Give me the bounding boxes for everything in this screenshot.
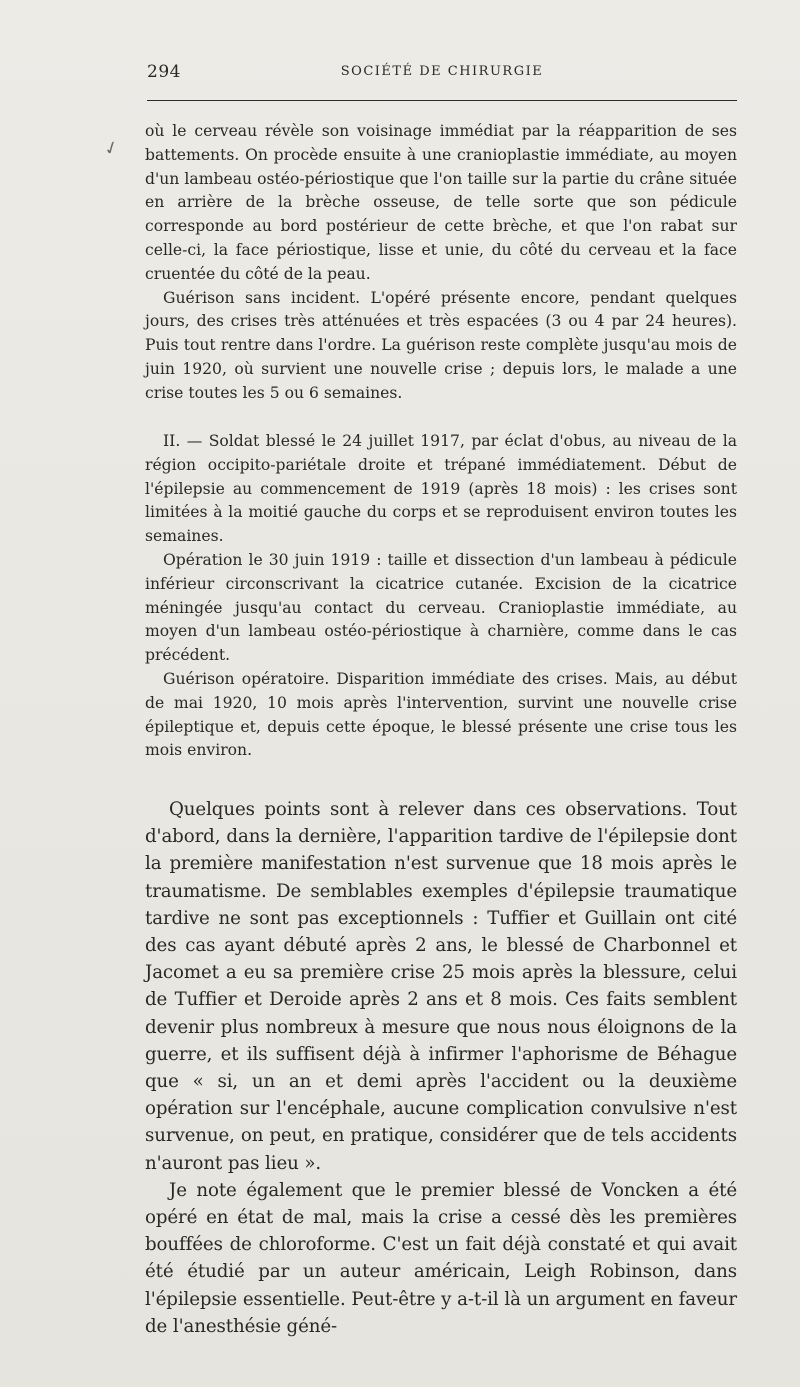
running-head: SOCIÉTÉ DE CHIRURGIE <box>340 64 544 79</box>
paragraph: Je note également que le premier blessé de Voncken a été opéré en état de mal, mais la crise a cessé dès les premières bouffées de chloroforme. C'est un fait déjà constaté et qui avait été étudié par un auteur américain, Leigh Robinson, dans l'épilepsie essentielle. Peut-être y a-t-il là un argument en faveur de l'anesthésie géné- <box>145 1179 737 1337</box>
page-header <box>147 62 737 86</box>
paragraph: Opération le 30 juin 1919 : taille et dissection d'un lambeau à pédicule inférieur circonscrivant la cicatrice cutanée. Excision de la cicatrice méningée jusqu'au contact du cerveau. Cranioplastie immédiate, au moyen d'un lambeau ostéo-périostique à charnière, comme dans le cas précédent. <box>145 550 737 665</box>
paragraph: Guérison sans incident. L'opéré présente encore, pendant quelques jours, des crises très atténuées et très espacées (3 ou 4 par 24 heures). Puis tout rentre dans l'ordre. La guérison reste complète jusqu'au mois de juin 1920, où survient une nouvelle crise ; depuis lors, le malade a une crise toutes les 5 ou 6 semaines. <box>145 288 737 402</box>
paragraph: II. — Soldat blessé le 24 juillet 1917, par éclat d'obus, au niveau de la région occipito-pariétale droite et trépané immédiatement. Début de l'épilepsie au commencement de 1919 (après 18 mois) : les crises sont limitées à la moitié gauche du corps et se reproduisent environ toutes les semaines. <box>145 432 737 546</box>
case-2-observation <box>145 430 737 763</box>
margin-annotation-mark: ✓ <box>100 136 123 161</box>
case-1-conclusion <box>145 120 737 406</box>
paragraph: où le cerveau révèle son voisinage immédiat par la réapparition de ses battements. On procède ensuite à une cranioplastie immédiate, au moyen d'un lambeau ostéo-périostique que l'on taille sur la partie du crâne située en arrière de la brèche osseuse, de telle sorte que son pédicule corresponde au bord postérieur de cette brèche, et que l'on rabat sur celle-ci, la face périostique, lisse et unie, du côté du cerveau et la face cruentée du côté de la peau. <box>145 122 737 283</box>
header-rule <box>147 100 737 101</box>
page-number: 294 <box>147 62 181 82</box>
paragraph: Quelques points sont à relever dans ces observations. Tout d'abord, dans la dernière, l'apparition tardive de l'épilepsie dont la première manifestation n'est survenue que 18 mois après le traumatisme. De semblables exemples d'épilepsie traumatique tardive ne sont pas exceptionnels : Tuffier et Guillain ont cité des cas ayant débuté après 2 ans, le blessé de Charbonnel et Jacomet a eu sa première crise 25 mois après la blessure, celui de Tuffier et Deroide après 2 ans et 8 mois. Ces faits semblent devenir plus nombreux à mesure que nous nous éloignons de la guerre, et ils suffisent déjà à infirmer l'aphorisme de Béhague que « si, un an et demi après l'accident ou la deuxième opération sur l'encéphale, aucune complication convulsive n'est survenue, on peut, en pratique, considérer que de tels accidents n'auront pas lieu ». <box>145 799 737 1174</box>
discussion-text <box>145 796 737 1340</box>
paragraph: Guérison opératoire. Disparition immédiate des crises. Mais, au début de mai 1920, 10 mois après l'intervention, survint une nouvelle crise épileptique et, depuis cette époque, le blessé présente une crise tous les mois environ. <box>145 669 737 760</box>
